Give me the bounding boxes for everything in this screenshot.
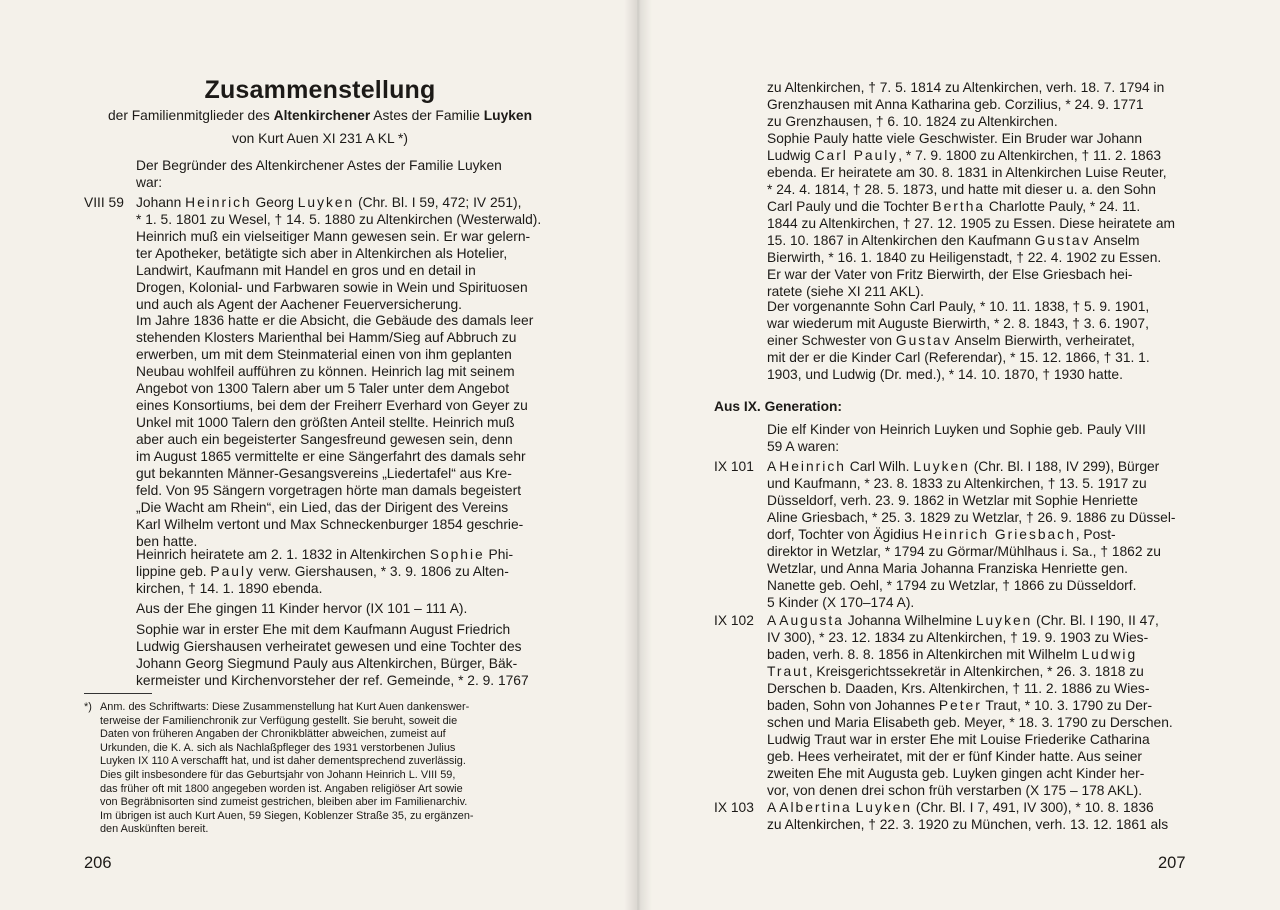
subtitle-family: Luyken	[483, 108, 533, 123]
entry-label: IX 102	[714, 613, 754, 628]
text-line	[767, 782, 1195, 799]
spaced-name: Heinrich Griesbach	[922, 527, 1076, 542]
text-line	[767, 577, 1195, 594]
spaced-name: Gustav	[895, 333, 952, 348]
text-line	[767, 298, 1195, 315]
text-line	[767, 594, 1195, 611]
text-line	[767, 492, 1195, 509]
line-text: A	[767, 613, 780, 628]
line-text: Nanette geb. Oehl, * 1794 zu Wetzlar, † 1866 zu Düsseldorf.	[767, 578, 1137, 593]
generation-entry	[767, 799, 1195, 833]
text-line	[767, 799, 1195, 816]
text-line	[767, 164, 1195, 181]
text-line: Unkel mit 1000 Talern den größten Anteil stellte. Heinrich muß	[136, 415, 515, 430]
line-text: Ludwig	[767, 148, 815, 163]
line-text: (Chr. Bl. I 190, II 47,	[1032, 613, 1159, 628]
spaced-name: Luyken	[855, 800, 913, 815]
line-text: Sophie Pauly hatte viele Geschwister. Ein Bruder war Johann	[767, 131, 1143, 146]
text-line: zu Grenzhausen, † 6. 10. 1824 zu Altenkirchen.	[767, 114, 1058, 129]
text-line: „Die Wacht am Rhein“, ein Lied, das der Dirigent des Vereins	[136, 500, 509, 515]
spaced-name: Traut	[767, 664, 809, 679]
continuation-paragraph	[767, 79, 1195, 130]
footnote-line: Im übrigen ist auch Kurt Auen, 59 Siegen, Koblenzer Straße 35, zu ergänzen-	[100, 809, 474, 822]
subtitle-text: der Familienmitglieder des	[107, 108, 274, 123]
spaced-name: Ludwig	[1081, 647, 1138, 662]
line-text: 5 Kinder (X 170–174 A).	[767, 595, 915, 610]
line-text: ratete (siehe XI 211 AKL).	[767, 284, 924, 299]
line-text: direktor in Wetzlar, * 1794 zu Görmar/Mühlhaus i. Sa., † 1862 zu	[767, 544, 1161, 559]
text-line	[767, 663, 1195, 680]
entry-label: IX 103	[714, 800, 754, 815]
paragraph-marriage	[136, 546, 562, 597]
text-line	[767, 366, 1195, 383]
footnote	[84, 701, 566, 837]
line-text: zweiten Ehe mit Augusta geb. Luyken gingen acht Kinder her-	[767, 766, 1145, 781]
line-text: verw. Giershausen, * 3. 9. 1806 zu Alten-	[254, 564, 509, 579]
text-line: 59 A waren:	[767, 439, 840, 454]
line-text: Traut, * 10. 3. 1790 zu Der-	[981, 698, 1153, 713]
text-line	[767, 680, 1195, 697]
text-line: stehenden Klosters Marienthal bei Hamm/Sieg auf Abbruch zu	[136, 330, 517, 345]
text-line: gut bekannten Männer-Gesangsvereins „Liedertafel“ aus Kre-	[136, 466, 512, 481]
line-text: A	[767, 800, 780, 815]
text-line: erwerben, um mit dem Steinmaterial einen von ihm geplanten	[136, 347, 512, 362]
text-line: Ludwig Giershausen verheiratet gewesen und eine Tochter des	[136, 639, 522, 654]
spaced-name: Luyken	[913, 459, 970, 474]
spaced-name: Bertha	[932, 199, 986, 214]
text-line	[767, 332, 1195, 349]
text-line: eines Konsortiums, bei dem der Freiherr Everhard von Geyer zu	[136, 398, 528, 413]
text-line: Im Jahre 1836 hatte er die Absicht, die Gebäude des damals leer	[136, 313, 534, 328]
paragraph-carl-pauly	[767, 298, 1195, 383]
line-text: Heinrich heiratete am 2. 1. 1832 in Altenkirchen	[136, 547, 430, 562]
line-text: Derschen b. Daaden, Krs. Altenkirchen, † 11. 2. 1886 zu Wies-	[767, 681, 1150, 696]
spaced-name: Albertina	[779, 800, 852, 815]
line-text: (Chr. Bl. I 188, IV 299), Bürger	[969, 459, 1160, 474]
text-line	[136, 245, 562, 262]
line-text: 1903, und Ludwig (Dr. med.), * 14. 10. 1870, † 1930 hatte.	[767, 367, 1123, 382]
text-line	[767, 266, 1195, 283]
line-text: vor, von denen drei schon früh verstarben (X 175 – 178 AKL).	[767, 783, 1143, 798]
text-line: Johann Georg Siegmund Pauly aus Altenkirchen, Bürger, Bäk-	[136, 656, 518, 671]
text-line	[767, 748, 1195, 765]
line-text: (Chr. Bl. I 7, 491, IV 300), * 10. 8. 1836	[912, 800, 1154, 815]
line-text: Carl Wilh.	[845, 459, 914, 474]
text-line	[136, 211, 562, 228]
line-text: Carl Pauly und die Tochter	[767, 199, 933, 214]
text-line: Neubau wohlfeil aufführen zu können. Heinrich lag mit seinem	[136, 364, 515, 379]
footnote-line: terweise der Familienchronik zur Verfügung gestellt. Sie beruht, soweit die	[100, 714, 458, 727]
line-text: schen und Maria Elisabeth geb. Meyer, * 18. 3. 1790 zu Derschen.	[767, 715, 1173, 730]
text-line	[136, 546, 562, 563]
line-text: * 24. 4. 1814, † 28. 5. 1873, und hatte mit dieser u. a. den Sohn	[767, 182, 1156, 197]
text-line	[767, 458, 1195, 475]
spaced-name: Augusta	[779, 613, 844, 628]
footnote-line: das früher oft mit 1800 angegeben worden ist. Angaben religiöser Art sowie	[100, 782, 463, 795]
line-text: ter Apotheker, betätigte sich aber in Altenkirchen als Hotelier,	[136, 246, 508, 261]
line-text: geb. Hees verheiratet, mit der er fünf Kinder hatte. Aus seiner	[767, 749, 1143, 764]
generation-entry	[767, 458, 1195, 611]
footnote-text	[84, 701, 566, 837]
text-line	[767, 232, 1195, 249]
text-line	[767, 509, 1195, 526]
spaced-name: Luyken	[297, 195, 355, 210]
line-text: Johanna Wilhelmine	[843, 613, 976, 628]
footnote-line: Luyken IX 110 A verschafft hat, und ist daher dementsprechend zuverlässig.	[100, 755, 466, 768]
spaced-name: Heinrich	[185, 195, 252, 210]
text-line	[136, 194, 562, 211]
text-line	[767, 215, 1195, 232]
spaced-name: Sophie	[429, 547, 485, 562]
line-text: Heinrich muß ein vielseitiger Mann gewesen sein. Er war gelern-	[136, 229, 531, 244]
page-title: Zusammenstellung	[204, 76, 436, 104]
line-text: * 1. 5. 1801 zu Wesel, † 14. 5. 1880 zu Altenkirchen (Westerwald).	[136, 212, 542, 227]
entry-label: VIII 59	[84, 195, 124, 210]
text-line: Grenzhausen mit Anna Katharina geb. Corzilius, * 24. 9. 1771	[767, 97, 1144, 112]
spaced-name: Pauly	[210, 564, 255, 579]
paragraph-sophie	[136, 621, 562, 689]
generation-entry	[767, 612, 1195, 799]
footnote-line: Dies gilt insbesondere für das Geburtsjahr von Johann Heinrich L. VIII 59,	[100, 768, 456, 781]
line-text: IV 300), * 23. 12. 1834 zu Altenkirchen, † 19. 9. 1903 zu Wies-	[767, 630, 1149, 645]
line-text: , * 7. 9. 1800 zu Altenkirchen, † 11. 2. 1863	[898, 148, 1162, 163]
line-text: Aline Griesbach, * 25. 3. 1829 zu Wetzlar, † 26. 9. 1886 zu Düssel-	[767, 510, 1176, 525]
line-text: Georg	[251, 195, 298, 210]
text-line	[136, 563, 562, 580]
text-line	[767, 731, 1195, 748]
line-text: 15. 10. 1867 in Altenkirchen den Kaufmann	[767, 233, 1035, 248]
text-line: ben hatte.	[136, 534, 198, 549]
line-text: , Post-	[1075, 527, 1116, 542]
line-text: Düsseldorf, verh. 23. 9. 1862 in Wetzlar mit Sophie Henriette	[767, 493, 1138, 508]
text-line: Sophie war in erster Ehe mit dem Kaufmann August Friedrich	[136, 622, 511, 637]
line-text: dorf, Tochter von Ägidius	[767, 527, 923, 542]
text-line	[767, 765, 1195, 782]
line-text: Anselm	[1090, 233, 1140, 248]
text-line	[767, 816, 1195, 833]
line-text: Charlotte Pauly, * 24. 11.	[985, 199, 1141, 214]
line-text: A	[767, 459, 780, 474]
generation-intro	[767, 421, 1195, 455]
line-text: Der vorgenannte Sohn Carl Pauly, * 10. 11. 1838, † 5. 9. 1901,	[767, 299, 1150, 314]
text-line: kermeister und Kirchenvorsteher der ref. Gemeinde, * 2. 9. 1767	[136, 673, 529, 688]
spaced-name: Peter	[938, 698, 982, 713]
author-line: von Kurt Auen XI 231 A KL *)	[232, 131, 408, 146]
line-text: einer Schwester von	[767, 333, 896, 348]
footnote-line: von Begräbnisorten sind zumeist gestrichen, bleiben aber im Familienarchiv.	[100, 796, 468, 809]
line-text: zu Altenkirchen, † 22. 3. 1920 zu München, verh. 13. 12. 1861 als	[767, 817, 1169, 832]
text-line	[767, 543, 1195, 560]
text-line: Der Begründer des Altenkirchener Astes der Familie Luyken	[136, 158, 502, 173]
left-page	[0, 0, 636, 910]
page-number-left: 206	[84, 854, 112, 872]
line-text: 1844 zu Altenkirchen, † 27. 12. 1905 zu Essen. Diese heiratete am	[767, 216, 1176, 231]
line-text: ebenda. Er heiratete am 30. 8. 1831 in Altenkirchen Luise Reuter,	[767, 165, 1167, 180]
line-text: Ludwig Traut war in erster Ehe mit Louise Friederike Catharina	[767, 732, 1150, 747]
line-text: und auch als Agent der Aachener Feuerversicherung.	[136, 297, 462, 312]
line-text: baden, Sohn von Johannes	[767, 698, 939, 713]
text-line: Die elf Kinder von Heinrich Luyken und Sophie geb. Pauly VIII	[767, 422, 1146, 437]
text-line	[767, 198, 1195, 215]
text-line: Angebot von 1300 Talern aber um 5 Taler unter dem Angebot	[136, 381, 510, 396]
line-text: Er war der Vater von Fritz Bierwirth, der Else Griesbach hei-	[767, 267, 1133, 282]
entry-viii-59	[136, 194, 562, 313]
spaced-name: Heinrich	[779, 459, 846, 474]
line-text: war wiederum mit Auguste Bierwirth, * 2. 8. 1843, † 3. 6. 1907,	[767, 316, 1149, 331]
subtitle-text: Astes der Familie	[370, 108, 484, 123]
text-line	[767, 526, 1195, 543]
section-heading: Aus IX. Generation:	[714, 399, 843, 414]
footnote-line: Daten von früheren Angaben der Chronikblätter abweichen, zumeist auf	[100, 728, 446, 741]
line-text: baden, verh. 8. 8. 1856 in Altenkirchen mit Wilhelm	[767, 647, 1082, 662]
line-text: kirchen, † 14. 1. 1890 ebenda.	[136, 581, 323, 596]
text-line	[767, 315, 1195, 332]
entry-label: IX 101	[714, 459, 754, 474]
text-line: war:	[136, 175, 163, 190]
line-text: (Chr. Bl. I 59, 472; IV 251),	[354, 195, 522, 210]
line-text: Bierwirth, * 16. 1. 1840 zu Heiligenstadt, † 22. 4. 1902 zu Essen.	[767, 250, 1162, 265]
text-line	[767, 349, 1195, 366]
text-line	[136, 296, 562, 313]
paragraph-children: Aus der Ehe gingen 11 Kinder hervor (IX 101 – 111 A).	[136, 601, 468, 616]
line-text: , Kreisgerichtssekretär in Altenkirchen, * 26. 3. 1818 zu	[808, 664, 1144, 679]
text-line: im August 1865 vermittelte er eine Sängerfahrt des damals sehr	[136, 449, 526, 464]
text-line	[136, 228, 562, 245]
line-text: Wetzlar, und Anna Maria Johanna Franziska Henriette gen.	[767, 561, 1128, 576]
text-line: Karl Wilhelm vertont und Max Schneckenburger 1854 geschrie-	[136, 517, 524, 532]
line-text: Phi-	[484, 547, 514, 562]
subtitle-branch: Altenkirchener	[273, 108, 371, 123]
text-line	[767, 181, 1195, 198]
spaced-name: Carl Pauly	[814, 148, 899, 163]
text-line	[767, 475, 1195, 492]
book-gutter-shadow	[624, 0, 652, 910]
text-line	[136, 279, 562, 296]
line-text: Drogen, Kolonial- und Farbwaren sowie in Wein und Spirituosen	[136, 280, 528, 295]
title-subtitle	[80, 108, 560, 123]
text-line	[767, 147, 1195, 164]
footnote-mark: *)	[84, 701, 92, 713]
text-line: feld. Von 95 Sängern vorgetragen hörte man damals begeistert	[136, 483, 522, 498]
page-number-right: 207	[1158, 854, 1186, 872]
text-line	[767, 629, 1195, 646]
text-line	[136, 580, 562, 597]
footnote-line: den Auskünften bereit.	[100, 823, 209, 836]
line-text: Anselm Bierwirth, verheiratet,	[951, 333, 1135, 348]
spaced-name: Gustav	[1034, 233, 1091, 248]
text-line	[767, 714, 1195, 731]
line-text: und Kaufmann, * 23. 8. 1833 zu Altenkirchen, † 13. 5. 1917 zu	[767, 476, 1147, 491]
text-line	[767, 249, 1195, 266]
text-line	[767, 560, 1195, 577]
line-text: mit der er die Kinder Carl (Referendar), * 15. 12. 1866, † 31. 1.	[767, 350, 1150, 365]
text-line	[767, 612, 1195, 629]
line-text: Johann	[136, 195, 186, 210]
footnote-rule	[84, 693, 152, 694]
text-line	[767, 697, 1195, 714]
text-line: zu Altenkirchen, † 7. 5. 1814 zu Altenkirchen, verh. 18. 7. 1794 in	[767, 80, 1165, 95]
paragraph-siblings	[767, 130, 1195, 300]
paragraph-kloster	[136, 312, 562, 550]
text-line	[136, 262, 562, 279]
line-text: Landwirt, Kaufmann mit Handel en gros und en detail in	[136, 263, 476, 278]
text-line	[767, 130, 1195, 147]
footnote-line: Anm. des Schriftwarts: Diese Zusammenstellung hat Kurt Auen dankenswer-	[100, 701, 470, 713]
footnote-line: Urkunden, die K. A. sich als Nachlaßpfleger des 1931 verstorbenen Julius	[100, 741, 456, 754]
text-line: aber auch ein begeisterter Sangesfreund gewesen sein, denn	[136, 432, 513, 447]
intro-paragraph	[136, 157, 562, 191]
spaced-name: Luyken	[975, 613, 1033, 628]
line-text: lippine geb.	[136, 564, 211, 579]
text-line	[767, 646, 1195, 663]
